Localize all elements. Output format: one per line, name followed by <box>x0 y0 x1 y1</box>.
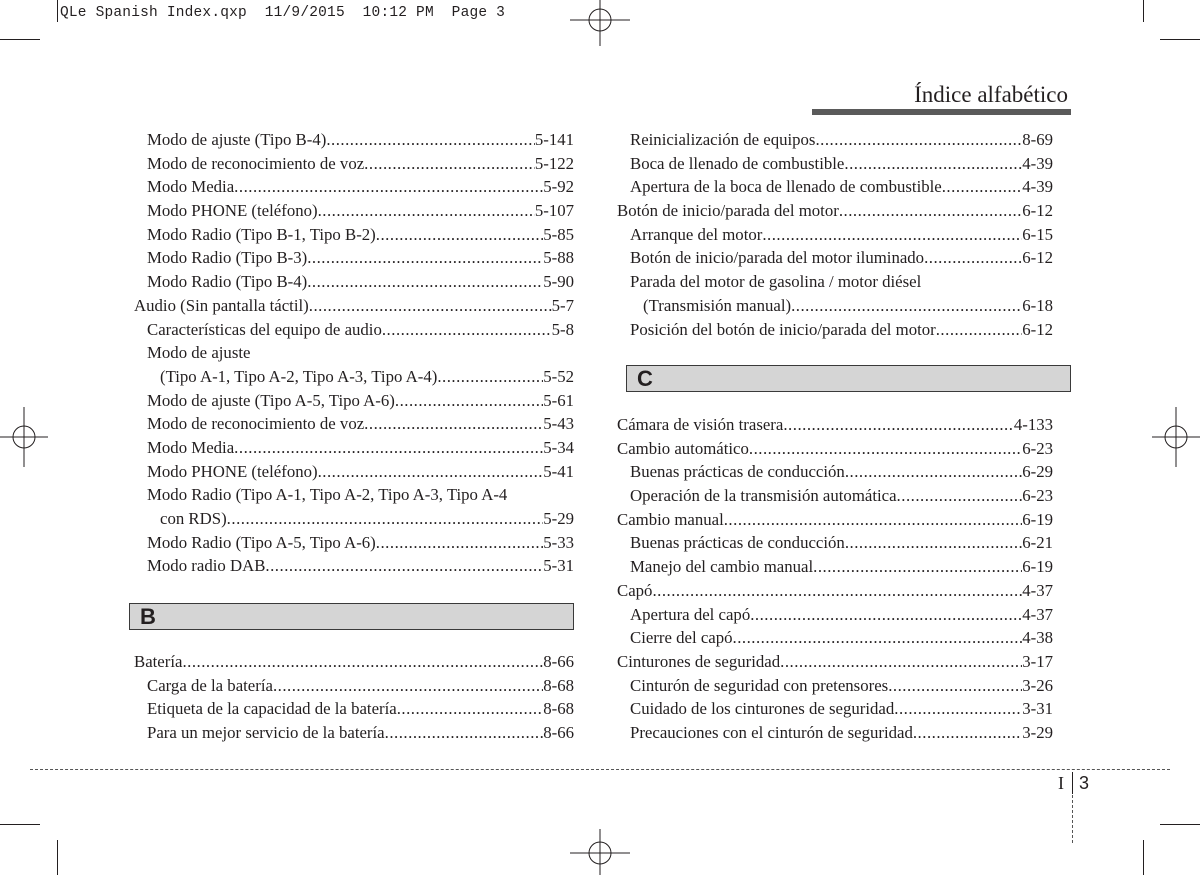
index-entry-page: 5-34 <box>543 437 574 457</box>
registration-mark-bottom <box>570 829 630 875</box>
section-letter: C <box>637 366 653 391</box>
index-entry-term: Para un mejor servicio de la batería <box>147 723 385 743</box>
dot-leader <box>780 650 1022 674</box>
index-entry-term: Modo PHONE (teléfono) <box>147 461 318 481</box>
index-entry <box>134 341 574 365</box>
index-entry-term: Cambio manual <box>617 509 724 529</box>
index-entry-term: Parada del motor de gasolina / motor diésel <box>630 272 922 292</box>
index-entry-page: 4-37 <box>1022 604 1053 624</box>
index-entry-term: Audio (Sin pantalla táctil) <box>134 295 309 315</box>
index-entry-page: 8-66 <box>543 652 574 671</box>
index-entry <box>617 437 1053 461</box>
index-entry <box>134 531 574 555</box>
dot-leader <box>307 246 543 270</box>
index-entry-term: Modo Radio (Tipo B-3) <box>147 248 308 268</box>
footer-separator <box>1072 772 1073 794</box>
index-entry-term: Modo Radio (Tipo B-4) <box>147 272 308 292</box>
index-section-b <box>134 650 574 745</box>
index-entry <box>617 721 1053 745</box>
index-entry <box>134 389 574 413</box>
index-entry-page: 6-18 <box>1022 295 1053 315</box>
index-entry <box>617 650 1053 674</box>
index-entry-term: Etiqueta de la capacidad de la batería <box>147 699 397 719</box>
index-entry-term: Cinturones de seguridad <box>617 651 781 671</box>
dot-leader <box>762 223 1022 247</box>
index-entry-page: 3-26 <box>1022 675 1053 695</box>
dot-leader <box>894 697 1022 721</box>
index-entry-page: 5-33 <box>543 532 574 552</box>
index-entry-term: Cierre del capó <box>630 628 733 648</box>
dot-leader <box>844 152 1022 176</box>
index-entry-term: Precauciones con el cinturón de seguridad <box>630 722 913 742</box>
index-column-right <box>617 128 1053 341</box>
dot-leader <box>749 437 1022 461</box>
dot-leader <box>382 318 552 342</box>
index-entry-page: 6-23 <box>1022 438 1053 458</box>
index-entry-page: 8-68 <box>543 699 574 719</box>
index-entry <box>134 175 574 199</box>
index-entry-page: 6-19 <box>1022 509 1053 529</box>
index-entry <box>617 508 1053 532</box>
index-entry-term: Modo radio DAB <box>147 556 266 576</box>
dot-leader <box>839 199 1022 223</box>
index-entry <box>617 246 1053 270</box>
index-entry-term: Modo de ajuste <box>147 343 251 363</box>
index-entry-term: Cámara de visión trasera <box>617 415 784 434</box>
index-column-left <box>134 128 574 578</box>
dot-leader <box>273 674 543 698</box>
index-list-left <box>134 128 574 578</box>
index-entry-term: Modo Media <box>147 437 235 457</box>
index-entry-page: 8-69 <box>1022 130 1053 149</box>
index-entry <box>134 270 574 294</box>
index-entry-term: Apertura del capó <box>630 604 751 624</box>
index-entry-page: 5-88 <box>543 248 574 268</box>
dot-leader <box>913 721 1022 745</box>
index-entry <box>617 603 1053 627</box>
index-entry-term: Modo Radio (Tipo B-1, Tipo B-2) <box>147 224 376 244</box>
index-entry <box>134 152 574 176</box>
index-entry <box>617 199 1053 223</box>
index-entry-term: Modo de ajuste (Tipo A-5, Tipo A-6) <box>147 390 395 410</box>
index-entry <box>134 483 574 507</box>
index-entry <box>134 721 574 745</box>
dot-leader <box>326 128 535 152</box>
dot-leader <box>845 460 1022 484</box>
index-entry-term: Capó <box>617 580 653 600</box>
dot-leader <box>397 697 544 721</box>
index-list-right <box>617 128 1053 341</box>
index-entry-term: Boca de llenado de combustible <box>630 153 845 173</box>
dot-leader <box>888 674 1022 698</box>
index-entry-page: 3-31 <box>1022 699 1053 719</box>
dot-leader <box>897 484 1023 508</box>
index-entry <box>617 175 1053 199</box>
dot-leader <box>265 554 543 578</box>
dot-leader <box>652 579 1022 603</box>
index-entry-term: Modo de reconocimiento de voz <box>147 414 365 434</box>
header-rule <box>812 109 1071 115</box>
dot-leader <box>376 531 543 555</box>
dot-leader <box>318 199 535 223</box>
index-entry-page: 5-61 <box>543 390 574 410</box>
index-entry-page: 5-29 <box>543 509 574 528</box>
index-entry <box>617 152 1053 176</box>
index-entry-term: (Transmisión manual) <box>643 295 792 315</box>
index-entry-term: Modo Radio (Tipo A-1, Tipo A-2, Tipo A-3, Tipo A-4 <box>147 485 508 505</box>
index-entry <box>617 318 1053 342</box>
index-entry <box>134 436 574 460</box>
dot-leader <box>234 436 543 460</box>
dot-leader <box>309 294 552 318</box>
page-number: 3 <box>1079 773 1090 793</box>
index-entry-page: 6-21 <box>1022 533 1053 553</box>
index-entry <box>617 413 1053 437</box>
dot-leader <box>783 413 1013 437</box>
print-slug: QLe Spanish Index.qxp 11/9/2015 10:12 PM Page 3 <box>60 5 506 21</box>
dot-leader <box>307 270 543 294</box>
index-entry <box>134 365 574 389</box>
index-entry-page: 5-141 <box>534 130 574 149</box>
index-entry-page: 5-8 <box>551 319 574 339</box>
index-entry <box>617 626 1053 650</box>
index-entry-term: Operación de la transmisión automática <box>630 486 897 506</box>
dot-leader <box>813 555 1022 579</box>
dot-leader <box>234 175 543 199</box>
index-entry-term: Batería <box>134 652 183 671</box>
footer-vertical-rule <box>1072 795 1073 843</box>
index-entry-page: 4-39 <box>1022 177 1053 197</box>
index-list-c <box>617 413 1053 745</box>
dot-leader <box>733 626 1023 650</box>
index-entry <box>617 531 1053 555</box>
dot-leader <box>924 246 1022 270</box>
index-entry <box>617 697 1053 721</box>
index-entry-term: Reinicialización de equipos <box>630 130 816 149</box>
index-entry-page: 6-12 <box>1022 201 1053 221</box>
registration-mark-left <box>0 407 48 467</box>
dot-leader <box>318 460 544 484</box>
dot-leader <box>750 603 1022 627</box>
index-entry-page: 5-31 <box>543 556 574 576</box>
dot-leader <box>724 508 1023 532</box>
index-section-c <box>617 413 1053 745</box>
index-entry-term: Modo Radio (Tipo A-5, Tipo A-6) <box>147 532 376 552</box>
dot-leader <box>227 507 544 531</box>
index-entry-term: Modo Media <box>147 177 235 197</box>
index-entry-page: 8-68 <box>543 675 574 695</box>
section-header-b <box>129 603 574 630</box>
index-entry <box>617 674 1053 698</box>
index-entry-term: Manejo del cambio manual <box>630 557 814 577</box>
index-entry-term: Buenas prácticas de conducción <box>630 462 845 482</box>
index-entry-page: 5-7 <box>551 295 574 315</box>
section-letter: B <box>140 604 156 629</box>
dot-leader <box>815 128 1022 152</box>
index-entry-term: Modo de reconocimiento de voz <box>147 153 365 173</box>
index-entry-term: Modo PHONE (teléfono) <box>147 201 318 221</box>
index-entry <box>134 697 574 721</box>
index-entry-page: 5-41 <box>543 461 574 481</box>
index-entry <box>617 223 1053 247</box>
index-entry <box>134 223 574 247</box>
index-entry-page: 8-66 <box>543 723 574 743</box>
section-header-c <box>626 365 1071 392</box>
index-entry <box>617 555 1053 579</box>
index-entry <box>617 460 1053 484</box>
index-entry <box>134 318 574 342</box>
index-entry-term: Botón de inicio/parada del motor iluminado <box>630 248 925 268</box>
index-entry <box>134 554 574 578</box>
index-entry-page: 4-133 <box>1013 415 1053 434</box>
page-header-title: Índice alfabético <box>914 82 1068 107</box>
index-entry <box>617 270 1053 294</box>
index-entry-page: 5-107 <box>534 201 574 221</box>
index-entry-page: 5-90 <box>543 272 574 292</box>
dot-leader <box>791 294 1022 318</box>
index-entry-page: 6-29 <box>1022 462 1053 482</box>
index-entry-term: Modo de ajuste (Tipo B-4) <box>147 130 327 149</box>
index-entry-page: 4-39 <box>1022 153 1053 173</box>
index-entry-term: Características del equipo de audio <box>147 319 382 339</box>
index-entry-page: 3-17 <box>1022 651 1053 671</box>
index-entry-term: Arranque del motor <box>630 224 763 244</box>
footer-section-letter: I <box>1058 773 1064 793</box>
index-entry <box>134 460 574 484</box>
index-entry-term: Buenas prácticas de conducción <box>630 533 845 553</box>
index-entry-term: (Tipo A-1, Tipo A-2, Tipo A-3, Tipo A-4) <box>160 366 438 386</box>
index-entry <box>134 246 574 270</box>
dot-leader <box>845 531 1022 555</box>
index-entry-page: 6-19 <box>1022 557 1053 577</box>
index-entry-term: Cuidado de los cinturones de seguridad <box>630 699 895 719</box>
dot-leader <box>182 650 543 674</box>
index-entry-page: 3-29 <box>1022 722 1053 742</box>
dot-leader <box>936 318 1023 342</box>
index-entry-term: Cinturón de seguridad con pretensores <box>630 675 889 695</box>
index-entry <box>134 674 574 698</box>
dot-leader <box>942 175 1023 199</box>
dot-leader <box>364 412 543 436</box>
index-entry-page: 4-37 <box>1022 580 1053 600</box>
footer-rule <box>30 769 1170 770</box>
index-entry <box>134 294 574 318</box>
index-entry-term: Apertura de la boca de llenado de combustible <box>630 177 942 197</box>
index-entry-page: 4-38 <box>1022 628 1053 648</box>
registration-mark-right <box>1152 407 1200 467</box>
index-list-b <box>134 650 574 745</box>
dot-leader <box>385 721 544 745</box>
index-entry-page: 5-122 <box>534 153 574 173</box>
index-entry <box>134 128 574 152</box>
index-entry-page: 5-52 <box>543 366 574 386</box>
index-entry <box>617 484 1053 508</box>
index-entry-term: con RDS) <box>160 509 227 528</box>
dot-leader <box>376 223 543 247</box>
index-entry-page: 5-43 <box>543 414 574 434</box>
index-entry-page: 6-15 <box>1022 224 1053 244</box>
index-entry-term: Posición del botón de inicio/parada del motor <box>630 319 936 339</box>
index-entry-page: 5-92 <box>543 177 574 197</box>
index-entry-page: 5-85 <box>543 224 574 244</box>
index-entry-term: Cambio automático <box>617 438 749 458</box>
index-entry-term: Botón de inicio/parada del motor <box>617 201 839 221</box>
dot-leader <box>437 365 543 389</box>
index-entry-term: Carga de la batería <box>147 675 273 695</box>
index-entry <box>134 199 574 223</box>
index-entry <box>134 650 574 674</box>
index-entry-page: 6-12 <box>1022 248 1053 268</box>
index-entry-page: 6-12 <box>1022 319 1053 339</box>
dot-leader <box>364 152 535 176</box>
index-entry <box>134 507 574 531</box>
index-entry <box>134 412 574 436</box>
index-entry <box>617 294 1053 318</box>
registration-mark-top <box>570 0 630 46</box>
index-entry <box>617 128 1053 152</box>
dot-leader <box>395 389 543 413</box>
index-entry-page: 6-23 <box>1022 486 1053 506</box>
index-entry <box>617 579 1053 603</box>
